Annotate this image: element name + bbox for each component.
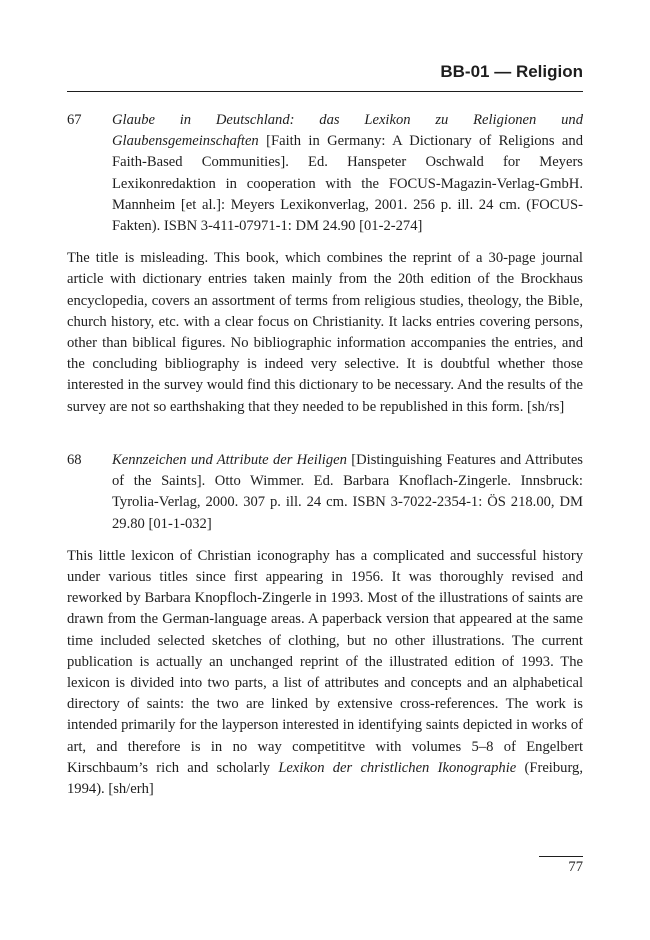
page-number: 77 xyxy=(568,859,583,875)
entry-number: 67 xyxy=(67,112,82,128)
running-header: BB-01 — Religion xyxy=(440,62,583,81)
review-text: This little lexicon of Christian iconography has a complicated and successful history under various titles since first appearing in 1956. It was thoroughly revised and reworked by Barbara Knopfloch-Zingerle in 1993. Most of the illustrations of saints are drawn from the German-language areas. A paperback version that appeared at the same time included selected sketches of clothing, but no other illustrations. The current publication is actually an unchanged reprint of the illustrated edition of 1993. The lexicon is divided into two parts, a list of attributes and concepts and an alphabetical directory of saints: the two are linked by extensive cross-references. The work is intended primarily for the layperson interested in identifying saints depicted in works of art, and therefore is in no way competititve with volumes 5–8 of Engelbert Kirschbaum’s rich and scholarly xyxy=(67,547,583,776)
review-cited-title: Lexikon der christlichen Ikonographie xyxy=(278,759,517,776)
footer-rule xyxy=(539,856,583,857)
entry-title: Kennzeichen und Attribute der Heiligen xyxy=(112,452,347,468)
entry-citation xyxy=(67,110,583,237)
entry-review: The title is misleading. This book, which combines the reprint of a 30-page journal article with dictionary entries taken mainly from the 20th edition of the Brockhaus encyclopedia, covers an assortment of terms from religious studies, theology, the Bible, church history, etc. with a clear focus on Christianity. It lacks entries covering persons, other than biblical figures. No bibliographic information accompanies the entries, and the concluding bibliography is indeed very selective. It is doubtful whether those interested in the survey would find this dictionary to be necessary. And the results of the survey are not so earthshaking that they needed to be republished in this form. [sh/rs] xyxy=(67,250,583,415)
entry-67 xyxy=(67,110,583,418)
header-rule xyxy=(67,91,583,92)
entry-review xyxy=(67,546,583,800)
entry-number: 68 xyxy=(67,452,82,468)
entry-68 xyxy=(67,450,583,800)
entry-citation xyxy=(67,450,583,535)
entry-title: Glaube in Deutschland: das Lexikon zu Religionen und Glaubensgemeinschaften xyxy=(112,112,583,150)
review-text-end: (Freiburg, 1994). [sh/erh] xyxy=(67,759,583,798)
entry-citation-details: [Distinguishing Features and Attributes of the Saints]. Otto Wimmer. Ed. Barbara Knoflach-Zingerle. Innsbruck: Tyrolia-Verlag, 2000. 307 p. ill. 24 cm. ISBN 3-7022-2354-1: ÖS 218.00, DM 29.80 [01-1-032] xyxy=(112,452,583,532)
entry-citation-details: [Faith in Germany: A Dictionary of Religions and Faith-Based Communities]. Ed. Hanspeter Oschwald for Meyers Lexikonredaktion in cooperation with the FOCUS-Magazin-Verlag-GmbH. Mannheim [et al.]: Meyers Lexikonverlag, 2001. 256 p. ill. 24 cm. (FOCUS-Fakten). ISBN 3-411-07971-1: DM 24.90 [01-2-274] xyxy=(112,133,583,235)
